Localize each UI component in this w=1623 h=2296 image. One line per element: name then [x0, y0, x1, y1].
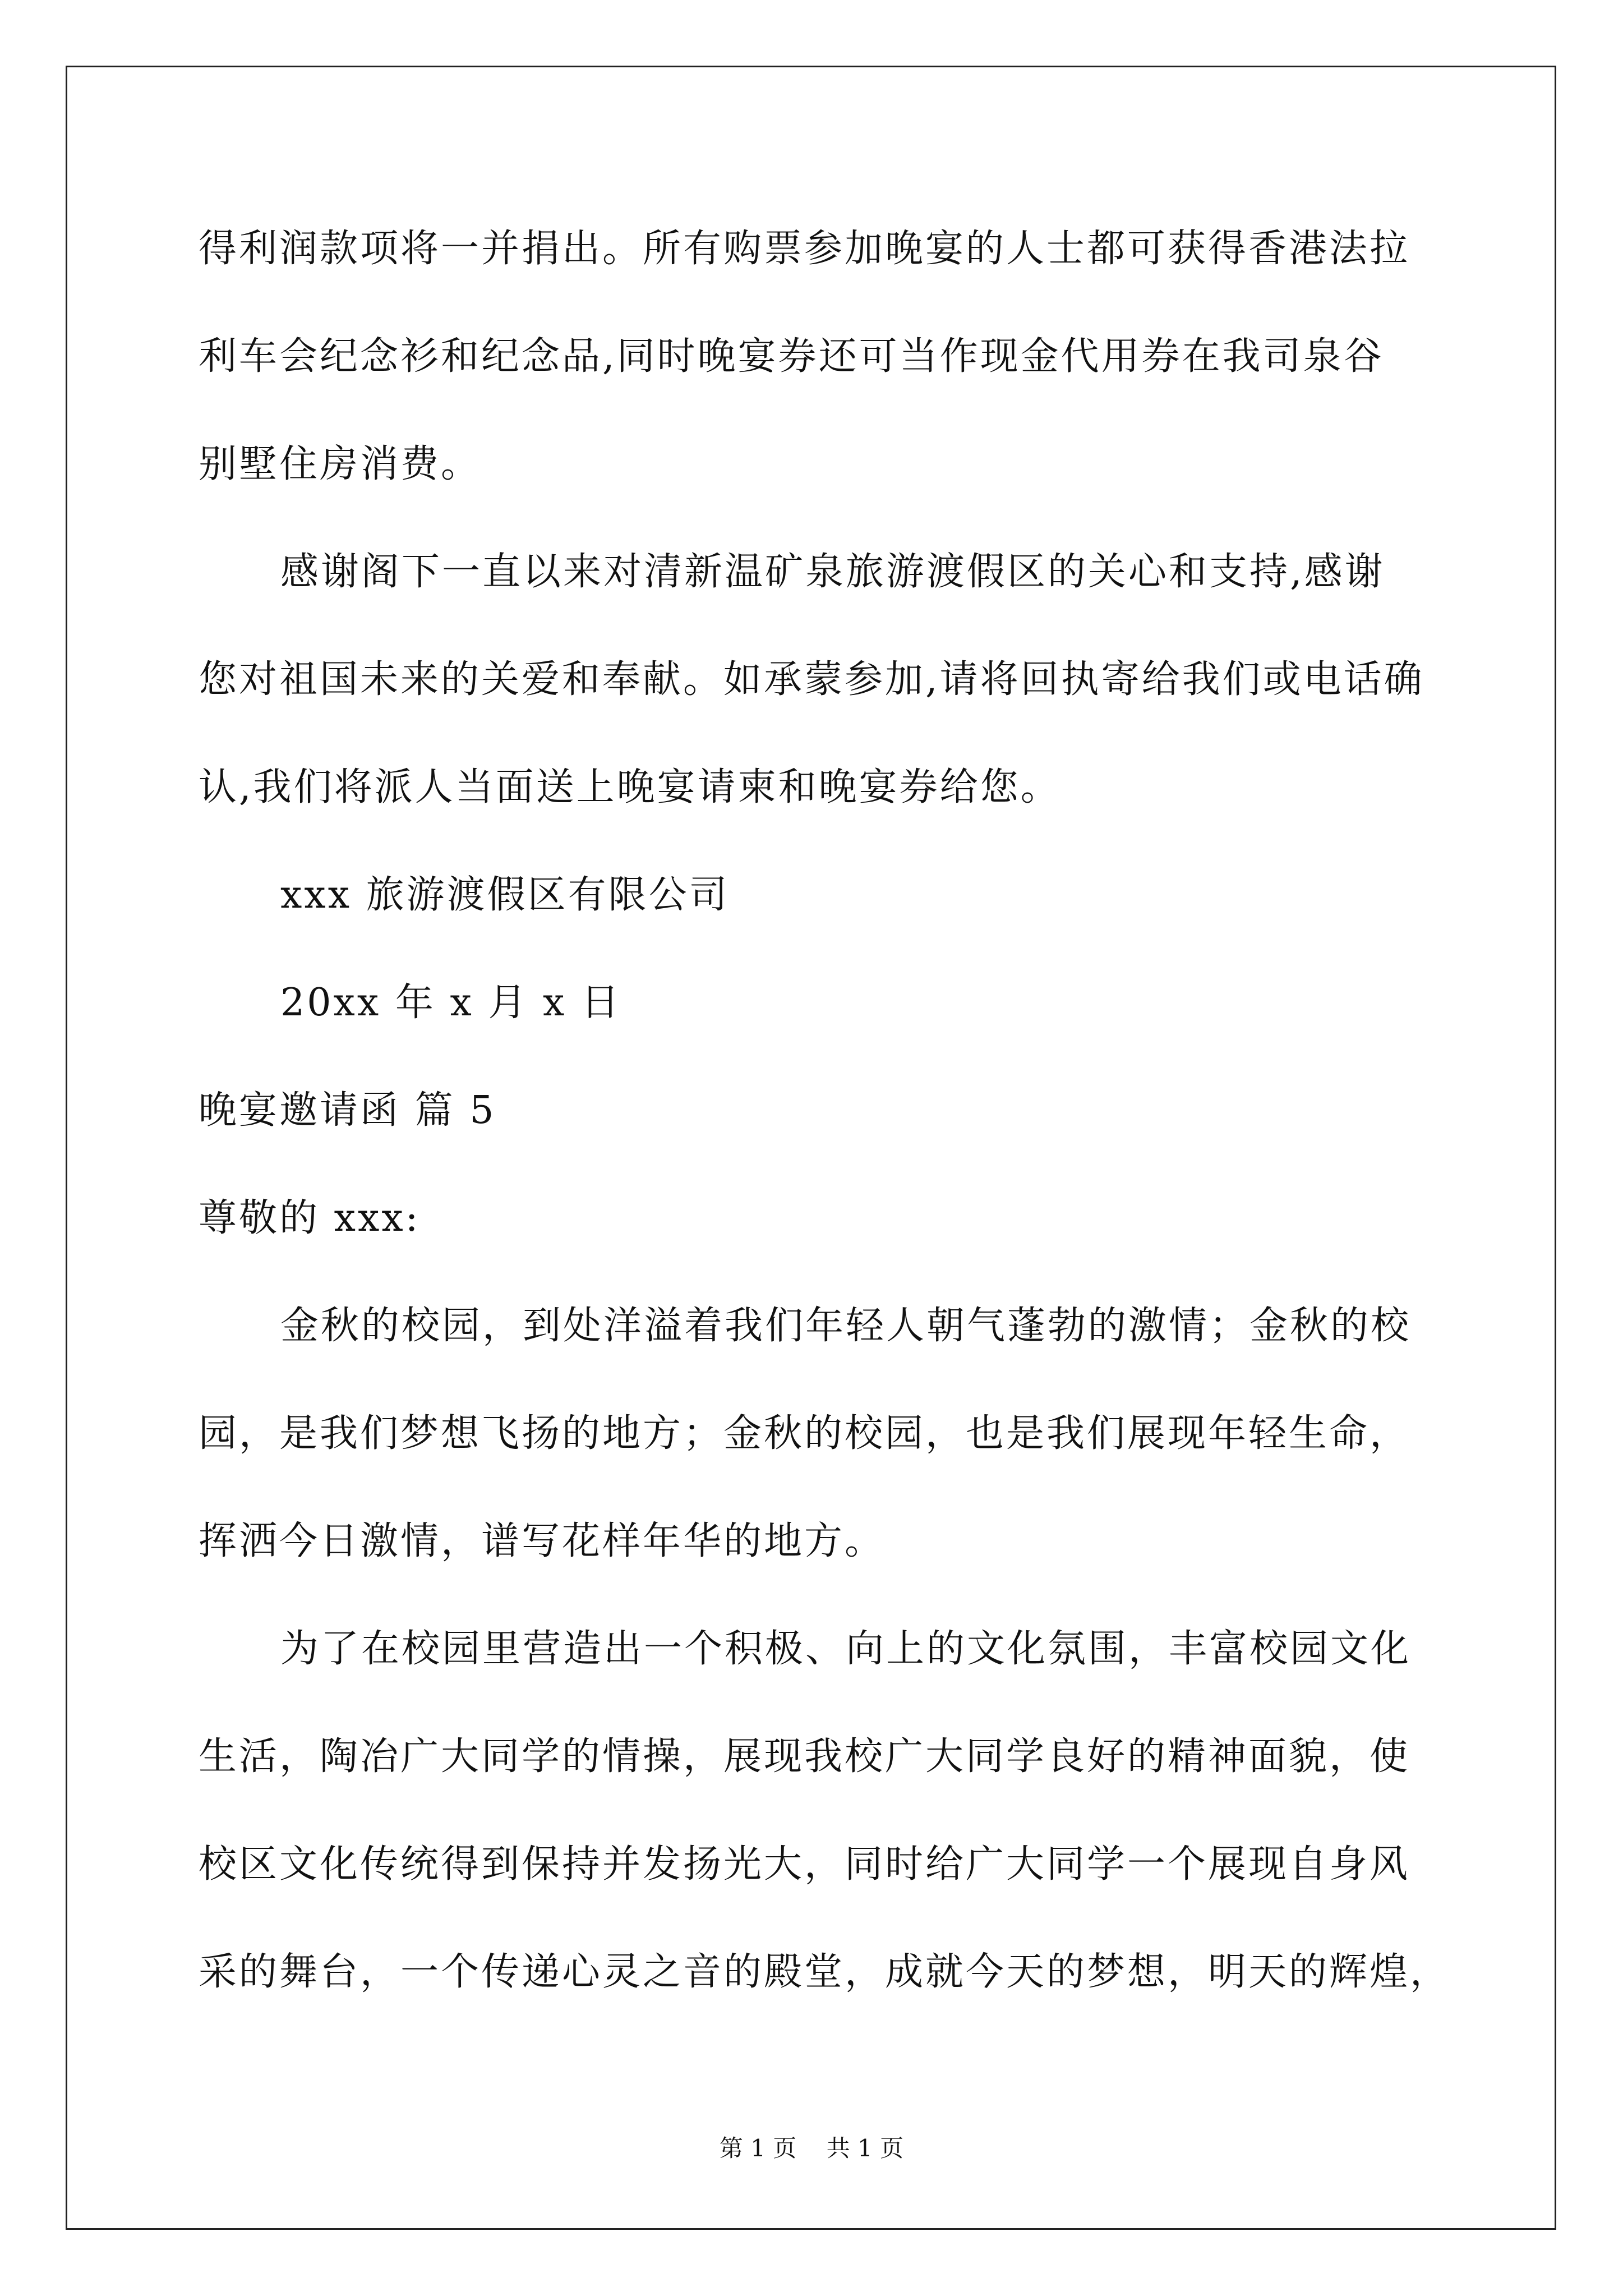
text-line-6: 认,我们将派人当面送上晚宴请柬和晚宴券给您。: [199, 765, 1061, 809]
section-heading: 晚宴邀请函 篇 5: [199, 1088, 496, 1133]
company-name: xxx 旅游渡假区有限公司: [280, 873, 730, 917]
text-line-1: 得利润款项将一并捐出。所有购票参加晚宴的人士都可获得香港法拉: [199, 227, 1410, 271]
text-line-16: 校区文化传统得到保持并发扬光大，同时给广大同学一个展现自身风: [199, 1842, 1410, 1887]
text-line-17: 采的舞台，一个传递心灵之音的殿堂，成就今天的梦想，明天的辉煌，: [199, 1950, 1451, 1994]
text-line-14: 为了在校园里营造出一个积极、向上的文化氛围，丰富校园文化: [280, 1627, 1412, 1671]
page-number-footer: 第 1 页 共 1 页: [719, 2134, 904, 2162]
salutation: 尊敬的 xxx:: [199, 1196, 421, 1240]
letter-date: 20xx 年 x 月 x 日: [280, 981, 622, 1025]
text-line-13: 挥洒今日激情，谱写花样年华的地方。: [199, 1519, 886, 1563]
document-body: [199, 195, 1451, 2026]
text-line-12: 园，是我们梦想飞扬的地方；金秋的校园，也是我们展现年轻生命，: [199, 1411, 1410, 1456]
text-line-15: 生活，陶冶广大同学的情操，展现我校广大同学良好的精神面貌，使: [199, 1734, 1410, 1779]
text-line-3: 别墅住房消费。: [199, 442, 482, 486]
text-line-4: 感谢阁下一直以来对清新温矿泉旅游渡假区的关心和支持,感谢: [280, 550, 1385, 594]
text-line-11: 金秋的校园，到处洋溢着我们年轻人朝气蓬勃的激情；金秋的校: [280, 1304, 1412, 1348]
text-line-2: 利车会纪念衫和纪念品,同时晚宴券还可当作现金代用券在我司泉谷: [199, 334, 1384, 379]
text-line-5: 您对祖国未来的关爱和奉献。如承蒙参加,请将回执寄给我们或电话确: [199, 657, 1424, 702]
